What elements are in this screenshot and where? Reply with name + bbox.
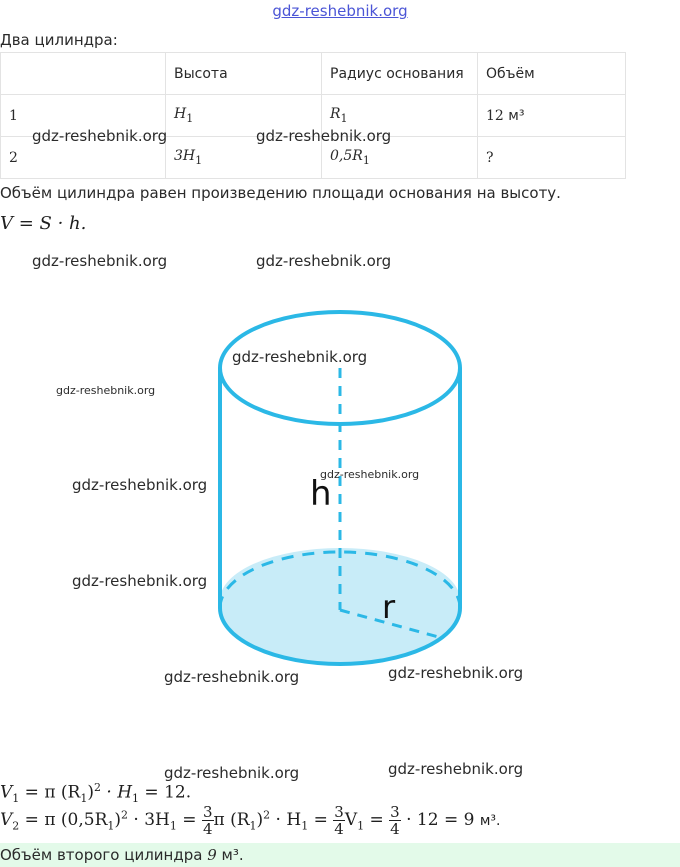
table-header-cell: Радиус основания <box>322 53 478 95</box>
watermark: gdz-reshebnik.org <box>388 664 524 682</box>
watermark: gdz-reshebnik.org <box>256 127 392 145</box>
fraction: $\frac{3}{4}$ <box>202 803 213 838</box>
result-text: Объём второго цилиндра 9 м³. <box>0 846 244 864</box>
table-cell-volume: 12 м³ <box>478 95 626 137</box>
fraction: $\frac{3}{4}$ <box>390 803 400 838</box>
watermark: gdz-reshebnik.org <box>56 384 156 397</box>
table-header-row <box>1 53 626 95</box>
watermark: gdz-reshebnik.org <box>32 252 168 270</box>
table-cell-height: $3H_1$ <box>166 137 322 179</box>
formula-v1: $V_1 = \pi$ $(R_1)^2 \cdot H_1 = 12$. <box>0 781 192 806</box>
formula-volume: V = S · h. <box>0 213 87 234</box>
volume-definition: Объём цилиндра равен произведению площади основания на высоту. <box>0 184 561 202</box>
fraction: $\frac{3}{4}$ <box>334 803 344 838</box>
table-cell-number: 2 <box>1 137 166 179</box>
table-cell-radius: $R_1$ <box>322 95 478 137</box>
table-cell-height: $H_1$ <box>166 95 322 137</box>
watermark: gdz-reshebnik.org <box>256 252 392 270</box>
intro-text: Два цилиндра: <box>0 31 118 49</box>
watermark: gdz-reshebnik.org <box>388 760 524 778</box>
site-link[interactable]: gdz-reshebnik.org <box>272 2 408 20</box>
table-header-cell: Высота <box>166 53 322 95</box>
height-label: h <box>310 474 332 514</box>
table-cell-number: 1 <box>1 95 166 137</box>
table-header-cell <box>1 53 166 95</box>
watermark: gdz-reshebnik.org <box>164 764 300 782</box>
table-cell-volume: ? <box>478 137 626 179</box>
watermark: gdz-reshebnik.org <box>72 476 208 494</box>
watermark: gdz-reshebnik.org <box>32 127 168 145</box>
watermark: gdz-reshebnik.org <box>320 468 420 481</box>
watermark: gdz-reshebnik.org <box>72 572 208 590</box>
radius-label: r <box>382 588 396 626</box>
table-cell-radius: $0,5R_1$ <box>322 137 478 179</box>
formula-v2: $V_2 = \pi$ $(0,5R_1)^2 \cdot 3H_1$ = $\frac{3}{4}$ π $(R_1)^2 \cdot H_1$ = $\frac{3}{4}$ $V_1$ = $\frac{3}{4}$ · 12 = 9 м³. <box>0 803 501 838</box>
watermark: gdz-reshebnik.org <box>232 348 368 366</box>
table-header-cell: Объём <box>478 53 626 95</box>
cylinders-table <box>0 52 626 179</box>
watermark: gdz-reshebnik.org <box>164 668 300 686</box>
